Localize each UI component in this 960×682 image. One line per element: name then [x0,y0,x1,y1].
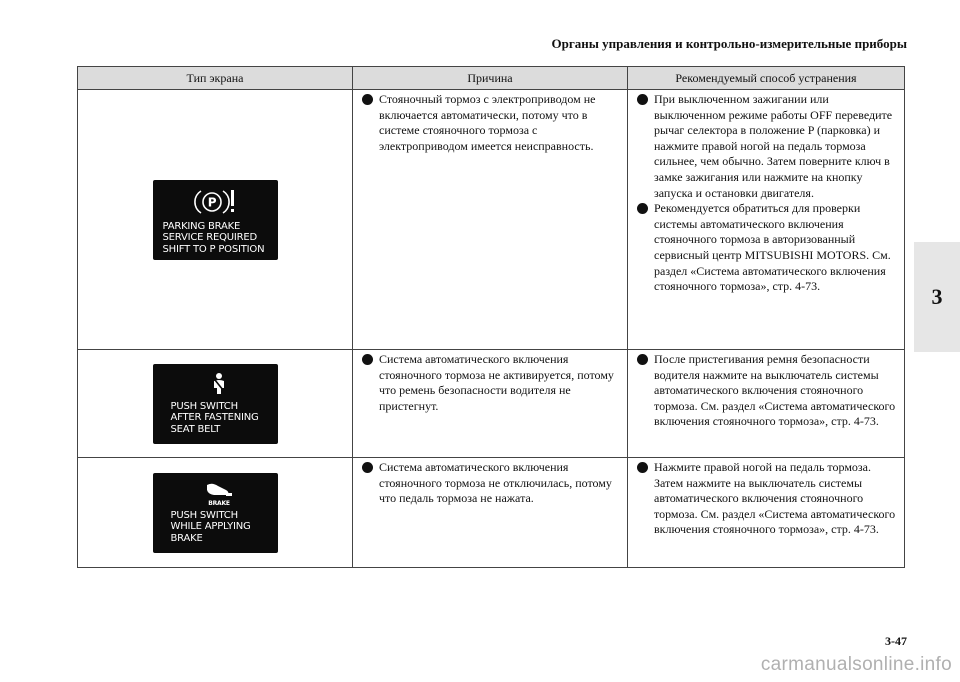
remedy-cell [628,458,905,568]
svg-text:P: P [207,195,217,209]
bullet-icon [637,203,648,214]
screen-line: PUSH SWITCH [170,400,238,412]
bullet-icon [362,354,373,365]
screen-line: AFTER FASTENING [170,412,259,423]
list-item: При выключенном зажигании или выключенном режиме работы OFF переведите рычаг селектора в положение P (парковка) и нажмите правой ногой на педаль тормоза сильнее, чем обычно. Затем поверните ключ в замке зажигания или нажмите на кнопку запуска и остановки двигателя. [634,92,898,201]
header-remedy: Рекомендуемый способ устранения [628,67,905,90]
watermark[interactable]: carmanualsonline.info [760,654,952,675]
page-number: 3-47 [885,634,907,648]
bullet-icon [362,94,373,105]
screen-line: SHIFT TO P POSITION [162,243,265,255]
chapter-tab[interactable]: 3 [914,242,960,352]
screen-line: SERVICE REQUIRED [162,232,258,243]
cause-cell [353,350,628,458]
remedy-cell [628,350,905,458]
cause-cell [353,90,628,350]
brake-pedal-icon [204,481,234,499]
table-row [78,90,905,350]
header-cause: Причина [353,67,628,90]
screen-cell [78,90,353,350]
screen-line: PARKING BRAKE [162,220,241,232]
table-row [78,458,905,568]
cause-cell [353,458,628,568]
list-item: Система автоматического включения стояночного тормоза не активируется, потому что ремень безопасности водителя не пристегнут. [359,352,621,414]
table-header-row [78,67,905,90]
screen-line: PUSH SWITCH [170,509,238,521]
screen-line: SEAT BELT [170,423,221,435]
bullet-icon [637,94,648,105]
bullet-icon [362,462,373,473]
screen-cell [78,458,353,568]
screen-cell [78,350,353,458]
screen-line: WHILE APPLYING [170,521,251,532]
list-item: После пристегивания ремня безопасности водителя нажмите на выключатель системы автоматического включения стояночного тормоза. См. раздел «Система автоматического включения стояночного тормоза», стр. 4-73. [634,352,898,430]
list-item: Система автоматического включения стояночного тормоза не отключилась, потому что педаль тормоза не нажата. [359,460,621,507]
bullet-icon [637,354,648,365]
remedy-cell [628,90,905,350]
display-screen-seatbelt [153,364,278,444]
brake-icon-label: BRAKE [208,500,230,507]
seatbelt-icon [207,372,231,396]
table-row [78,350,905,458]
display-screen-parking-brake [153,180,278,260]
header-screen-type: Тип экрана [78,67,353,90]
screen-line: BRAKE [170,532,203,544]
list-item: Рекомендуется обратиться для проверки системы автоматического включения стояночного тормоза в авторизованный сервисный центр MITSUBISHI MOTORS. См. раздел «Система автоматического включения стояночного тормоза», стр. 4-73. [634,201,898,295]
display-screen-brake [153,473,278,553]
page-header-title: Органы управления и контрольно-измерительные приборы [551,36,907,51]
parking-brake-warning-icon [193,188,237,216]
list-item: Нажмите правой ногой на педаль тормоза. Затем нажмите на выключатель системы автоматического включения стояночного тормоза. См. раздел «Система автоматического включения стояночного тормоза», стр. 4-73. [634,460,898,538]
list-item: Стояночный тормоз с электроприводом не включается автоматически, потому что в системе стояночного тормоза с электроприводом имеется неисправность. [359,92,621,154]
warning-screens-table [77,66,905,568]
bullet-icon [637,462,648,473]
